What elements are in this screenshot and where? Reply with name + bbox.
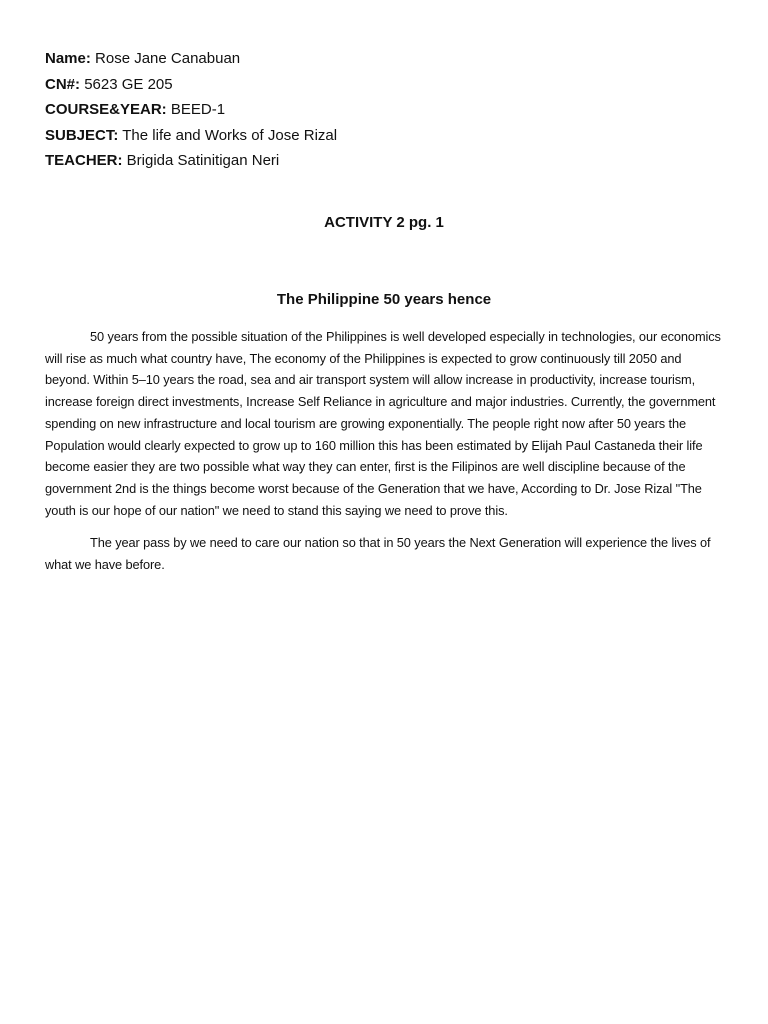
- teacher-label: TEACHER:: [45, 152, 123, 169]
- essay-paragraph: 50 years from the possible situation of the Philippines is well developed especially in technologies, our economics will rise as much what country have, The economy of the Philippines is expected to grow continuously till 2050 and beyond. Within 5–10 years the road, sea and air transport system will allow increase in productivity, increase tourism, increase foreign direct investments, Increase Self Reliance in agriculture and major industries. Currently, the government spending on new infrastructure and local tourism are growing exponentially. The people right now after 50 years the Population would clearly expected to grow up to 160 million this has been estimated by Elijah Paul Castaneda their life become easier they are two possible what way they can enter, first is the Filipinos are well discipline because of the government 2nd is the things become worst because of the Generation that we have, According to Dr. Jose Rizal "The youth is our hope of our nation" we need to stand this saying we need to prove this.: [45, 329, 721, 518]
- activity-title: ACTIVITY 2 pg. 1: [324, 214, 444, 231]
- name-label: Name:: [45, 50, 91, 67]
- subject-value: The life and Works of Jose Rizal: [122, 126, 338, 144]
- teacher-value: Brigida Satinitigan Neri: [126, 152, 280, 169]
- essay-body: [45, 326, 725, 587]
- essay-paragraph: The year pass by we need to care our nation so that in 50 years the Next Generation will experience the lives of what we have before.: [45, 535, 711, 573]
- subject-row: [45, 123, 725, 149]
- name-row: [45, 46, 725, 72]
- name-value: Rose Jane Canabuan: [95, 50, 241, 67]
- cn-label: CN#:: [45, 75, 81, 93]
- cn-row: [45, 72, 725, 98]
- teacher-row: [45, 148, 725, 174]
- student-info-header: [45, 46, 725, 174]
- subject-label: SUBJECT:: [45, 126, 119, 144]
- course-year-row: [45, 97, 725, 123]
- course-year-value: BEED-1: [170, 101, 226, 118]
- course-year-label: COURSE&YEAR:: [45, 101, 167, 118]
- cn-value: 5623 GE 205: [84, 75, 173, 93]
- essay-title: The Philippine 50 years hence: [276, 291, 492, 308]
